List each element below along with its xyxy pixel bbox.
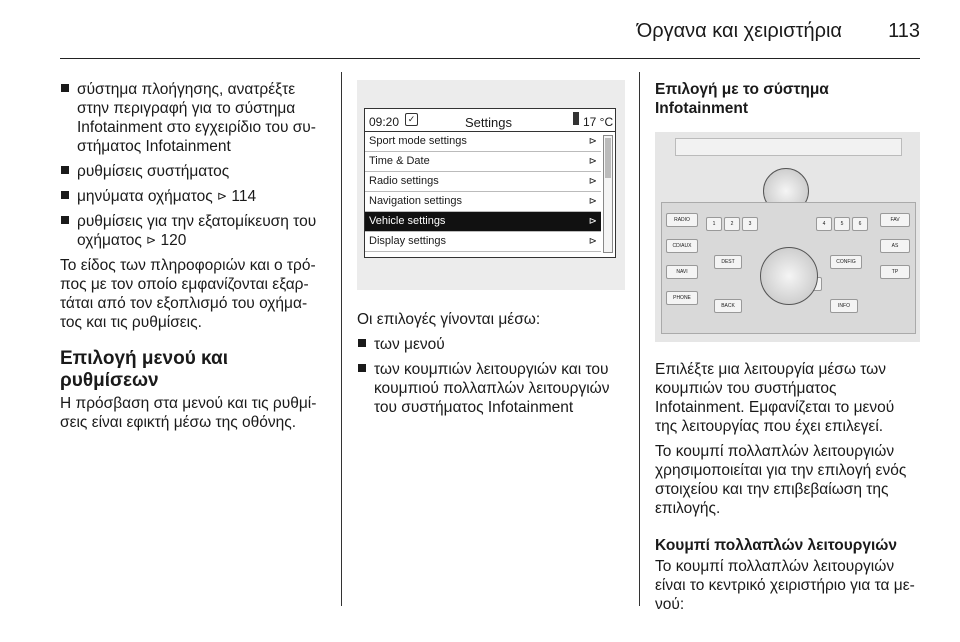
page-title: Όργανα και χειριστήρια (636, 20, 842, 42)
radio-button: RADIO (666, 213, 698, 227)
options-list (60, 80, 330, 250)
display-title: Settings (465, 115, 512, 130)
subsection-heading: Κουμπί πολλαπλών λειτουργιών (655, 537, 898, 554)
column-middle (357, 80, 625, 423)
list-item: μηνύματα οχήματος ⊳ 114 (60, 187, 330, 206)
clock-time: 09:20 (369, 115, 400, 129)
list-item: των κουμπιών λειτουργιών και του κουμπιού πολλαπλών λειτουργιών του συστήματος Infotainment (357, 360, 625, 417)
menu-scrollbar[interactable] (603, 135, 613, 253)
chevron-right-icon: ⊳ (588, 136, 597, 147)
navi-button: NAVI (666, 265, 698, 279)
body-paragraph: Η πρόσβαση στα μενού και τις ρυθμί- σεις είναι εφικτή μέσω της οθόνης. (60, 395, 317, 431)
section-heading: Επιλογή με το σύστημα Infotainment (655, 81, 829, 117)
panel-vent (675, 138, 902, 156)
page-ref-arrow-icon: ⊳ (146, 233, 157, 247)
chevron-right-icon: ⊳ (588, 196, 597, 207)
settings-menu (365, 132, 601, 252)
bullet-icon (358, 339, 366, 347)
fav-button: FAV (880, 213, 910, 227)
body-paragraph: Το είδος των πληροφοριών και ο τρό- πος με τον οποίο εμφανίζονται εξαρ- τάται από τον εξοπλισμό του οχήμα- τος και τις ρυθμίσεις. (60, 257, 316, 331)
scrollbar-thumb[interactable] (605, 138, 611, 178)
list-item: ρυθμίσεις για την εξατομίκευση του οχήματος ⊳ 120 (60, 212, 330, 250)
page-ref-arrow-icon: ⊳ (217, 189, 228, 203)
preset-6-button: 6 (852, 217, 868, 231)
dest-button: DEST (714, 255, 742, 269)
page-number: 113 (888, 20, 920, 42)
page-ref-link[interactable]: 120 (160, 232, 187, 249)
preset-5-button: 5 (834, 217, 850, 231)
page-header (0, 0, 960, 60)
display-status-bar (365, 109, 615, 132)
info-button: INFO (830, 299, 858, 313)
display-frame (364, 108, 616, 258)
body-paragraph: Το κουμπί πολλαπλών λειτουργιών χρησιμοποιείται για την επιλογή ενός στοιχείου και την επιβεβαίωση της επιλογής. (655, 443, 907, 517)
section-heading: Επιλογή μενού και ρυθμίσεων (60, 348, 228, 391)
chevron-right-icon: ⊳ (588, 216, 597, 227)
column-left (60, 80, 330, 438)
chevron-right-icon: ⊳ (588, 236, 597, 247)
preset-3-button: 3 (742, 217, 758, 231)
bullet-icon (61, 191, 69, 199)
multifunction-knob (760, 247, 818, 305)
list-item: των μενού (357, 335, 625, 354)
column-right (655, 80, 920, 620)
panel-body (661, 202, 916, 334)
body-paragraph: Οι επιλογές γίνονται μέσω: (357, 311, 541, 328)
infotainment-panel-figure (655, 132, 920, 342)
as-button: AS (880, 239, 910, 253)
preset-1-button: 1 (706, 217, 722, 231)
clock-icon: ✓ (405, 113, 418, 126)
list-item: σύστημα πλοήγησης, ανατρέξτε στην περιγραφή για το σύστημα Infotainment στο εγχειρίδιο του συ- στήματος Infotainment (60, 80, 330, 156)
page-ref-link[interactable]: 114 (231, 188, 257, 205)
chevron-right-icon: ⊳ (588, 156, 597, 167)
header-divider (60, 58, 920, 59)
bullet-icon (61, 216, 69, 224)
thermometer-icon (573, 112, 579, 125)
preset-2-button: 2 (724, 217, 740, 231)
menu-item-time-date[interactable]: Time & Date ⊳ (365, 152, 601, 172)
column-divider-2 (639, 72, 640, 606)
tp-button: TP (880, 265, 910, 279)
list-item: ρυθμίσεις συστήματος (60, 162, 330, 181)
body-paragraph: Επιλέξτε μια λειτουργία μέσω των κουμπιών του συστήματος Infotainment. Εμφανίζεται το μενού της λειτουργίας που έχει επιλεγεί. (655, 361, 895, 435)
menu-item-sport-mode[interactable]: Sport mode settings ⊳ (365, 132, 601, 152)
back-button: BACK (714, 299, 742, 313)
preset-4-button: 4 (816, 217, 832, 231)
menu-item-display[interactable]: Display settings ⊳ (365, 232, 601, 252)
temperature-readout: 17 °C (583, 115, 614, 129)
bullet-icon (61, 84, 69, 92)
body-paragraph: Το κουμπί πολλαπλών λειτουργιών είναι το κεντρικό χειριστήριο για τα με- νού: (655, 558, 915, 613)
menu-item-radio[interactable]: Radio settings ⊳ (365, 172, 601, 192)
menu-item-vehicle[interactable]: Vehicle settings ⊳ (365, 212, 601, 232)
phone-button: PHONE (666, 291, 698, 305)
column-divider-1 (341, 72, 342, 606)
chevron-right-icon: ⊳ (588, 176, 597, 187)
config-button: CONFIG (830, 255, 862, 269)
bullet-icon (61, 166, 69, 174)
menu-item-navigation[interactable]: Navigation settings ⊳ (365, 192, 601, 212)
bullet-icon (358, 364, 366, 372)
settings-screen-figure (357, 80, 625, 290)
cd-aux-button: CD/AUX (666, 239, 698, 253)
options-list (357, 335, 625, 417)
